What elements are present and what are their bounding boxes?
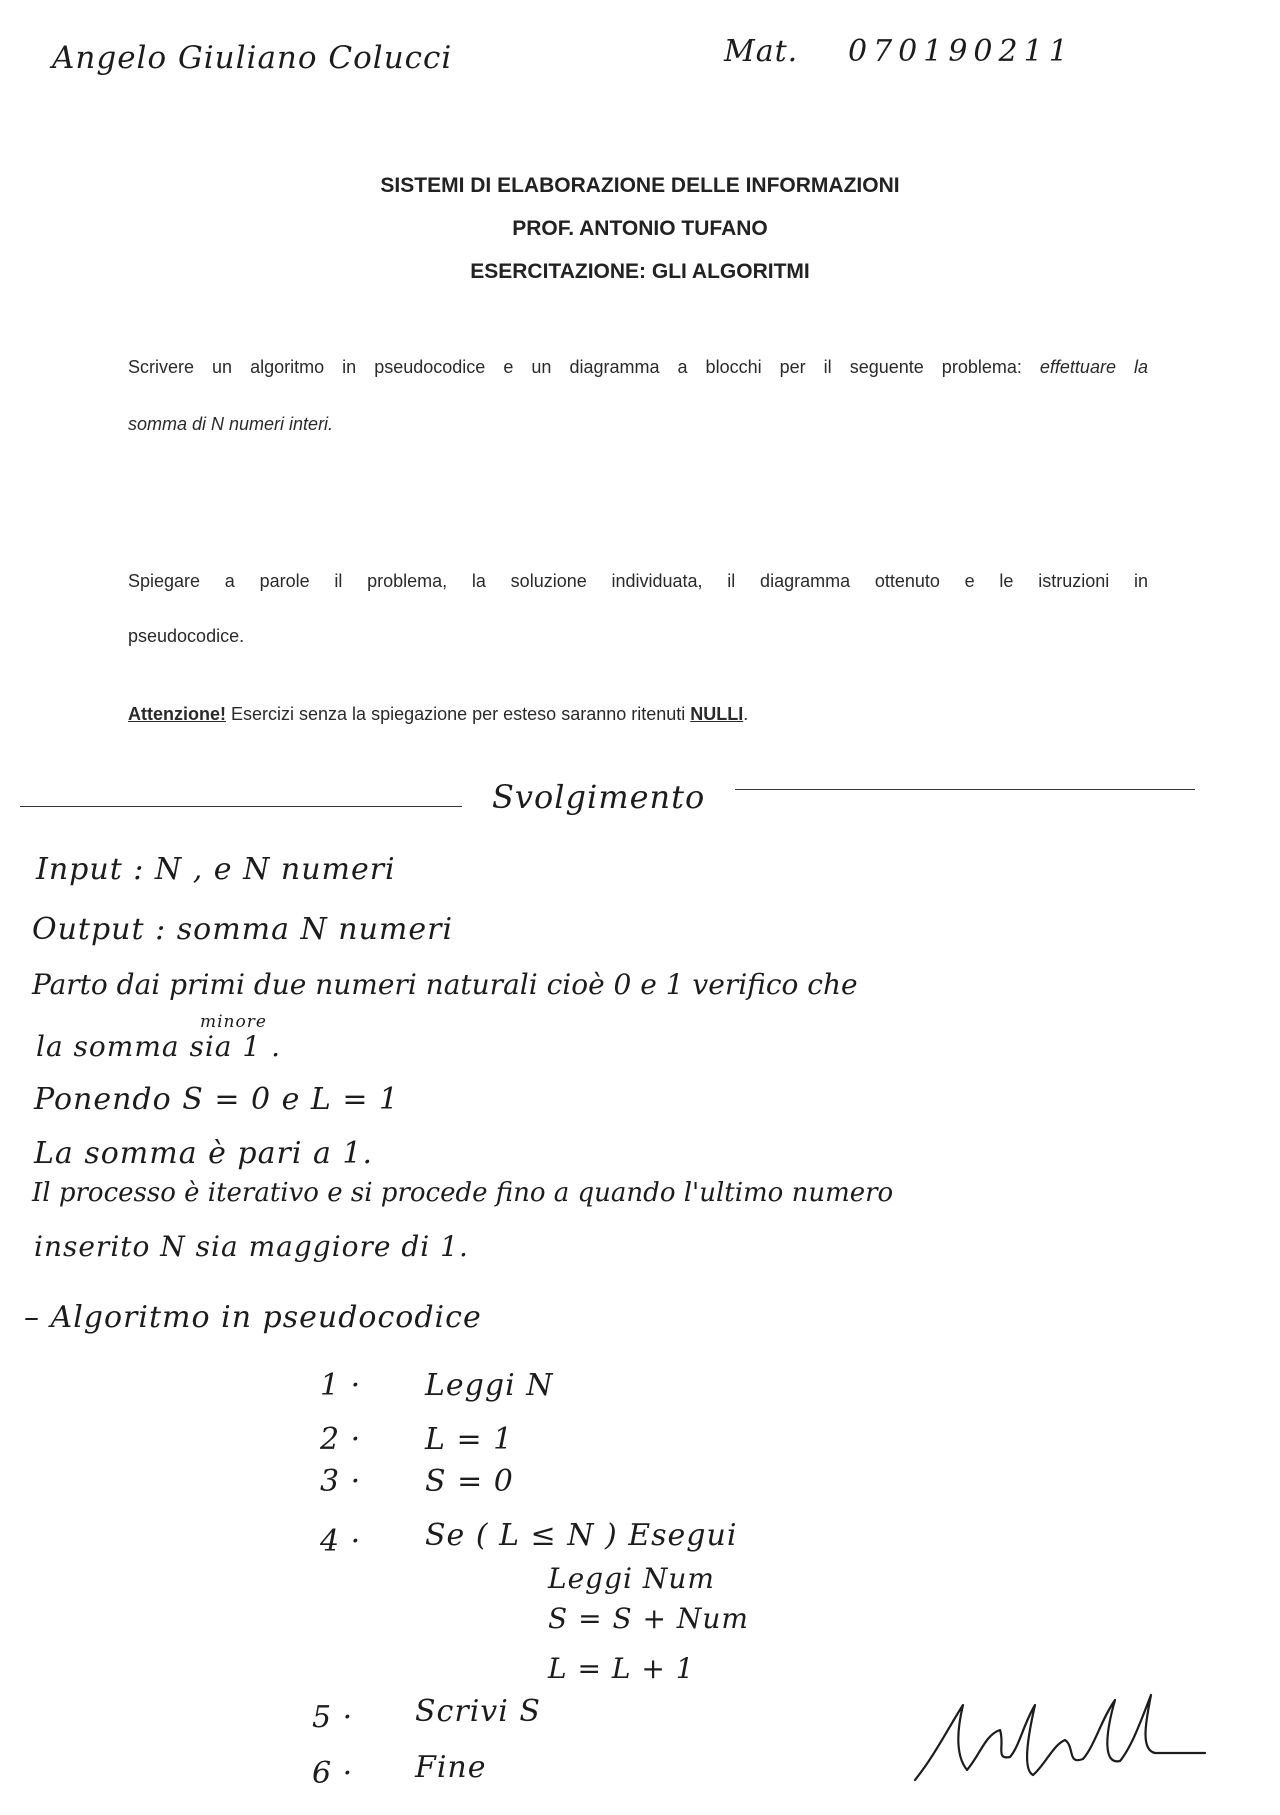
step-number: 6 · bbox=[312, 1756, 354, 1791]
course-title: SISTEMI DI ELABORAZIONE DELLE INFORMAZIONI bbox=[380, 174, 900, 197]
matricola-label: Mat. bbox=[724, 34, 799, 69]
step-text: S = 0 bbox=[425, 1464, 514, 1499]
pari-line: La somma è pari a 1. bbox=[34, 1136, 374, 1171]
step-text: Fine bbox=[415, 1750, 487, 1785]
loop-line: Leggi Num bbox=[548, 1562, 715, 1595]
loop-line: L = L + 1 bbox=[548, 1652, 695, 1685]
step-number: 3 · bbox=[320, 1464, 362, 1499]
explain-line-1: Spiegare a parole il problema, la soluzione individuata, il diagramma ottenuto e le istruzioni in bbox=[128, 571, 1148, 591]
matricola-value: 070190211 bbox=[848, 34, 1074, 69]
somma-line: la somma sia 1 . bbox=[36, 1030, 282, 1063]
input-line: Input : N , e N numeri bbox=[36, 852, 396, 887]
task-line-1 bbox=[128, 357, 1148, 378]
warning-line bbox=[128, 704, 1148, 725]
inserito-line: inserito N sia maggiore di 1. bbox=[34, 1230, 469, 1263]
divider-left bbox=[20, 806, 462, 807]
processo-line: Il processo è iterativo e si procede fino a quando l'ultimo numero bbox=[32, 1178, 894, 1208]
exercise-title: ESERCITAZIONE: GLI ALGORITMI bbox=[470, 260, 810, 283]
step-number: 2 · bbox=[320, 1422, 362, 1457]
algorithm-heading: – Algoritmo in pseudocodice bbox=[24, 1300, 482, 1335]
task-italic-2: somma di N numeri interi. bbox=[128, 414, 334, 434]
step-text: Leggi N bbox=[425, 1368, 554, 1403]
loop-line: S = S + Num bbox=[548, 1602, 749, 1635]
step-text: Scrivi S bbox=[415, 1694, 541, 1729]
warning-strong: NULLI bbox=[690, 704, 744, 724]
step-text: L = 1 bbox=[425, 1422, 514, 1457]
signature-image bbox=[905, 1685, 1215, 1795]
divider-right bbox=[735, 789, 1195, 790]
solution-heading: Svolgimento bbox=[492, 778, 706, 816]
student-name: Angelo Giuliano Colucci bbox=[52, 40, 453, 76]
minore-note: minore bbox=[200, 1012, 267, 1032]
task-line-2 bbox=[128, 414, 1148, 435]
step-text: Se ( L ≤ N ) Esegui bbox=[425, 1518, 738, 1553]
ponendo-line: Ponendo S = 0 e L = 1 bbox=[34, 1082, 400, 1117]
step-number: 1 · bbox=[320, 1368, 362, 1403]
task-text: Scrivere un algoritmo in pseudocodice e un diagramma a blocchi per il seguente problema: bbox=[128, 357, 1022, 377]
professor-title: PROF. ANTONIO TUFANO bbox=[512, 217, 768, 240]
warning-end: . bbox=[743, 704, 749, 724]
output-line: Output : somma N numeri bbox=[32, 912, 454, 947]
step-number: 4 · bbox=[320, 1524, 362, 1559]
step-number: 5 · bbox=[312, 1700, 354, 1735]
explain-line-2: pseudocodice. bbox=[128, 626, 245, 646]
warning-label: Attenzione! bbox=[128, 704, 226, 724]
task-italic-1: effettuare la bbox=[1039, 357, 1149, 377]
parto-line: Parto dai primi due numeri naturali cioè 0 e 1 verifico che bbox=[32, 968, 858, 1001]
warning-text: Esercizi senza la spiegazione per esteso saranno ritenuti bbox=[231, 704, 686, 724]
